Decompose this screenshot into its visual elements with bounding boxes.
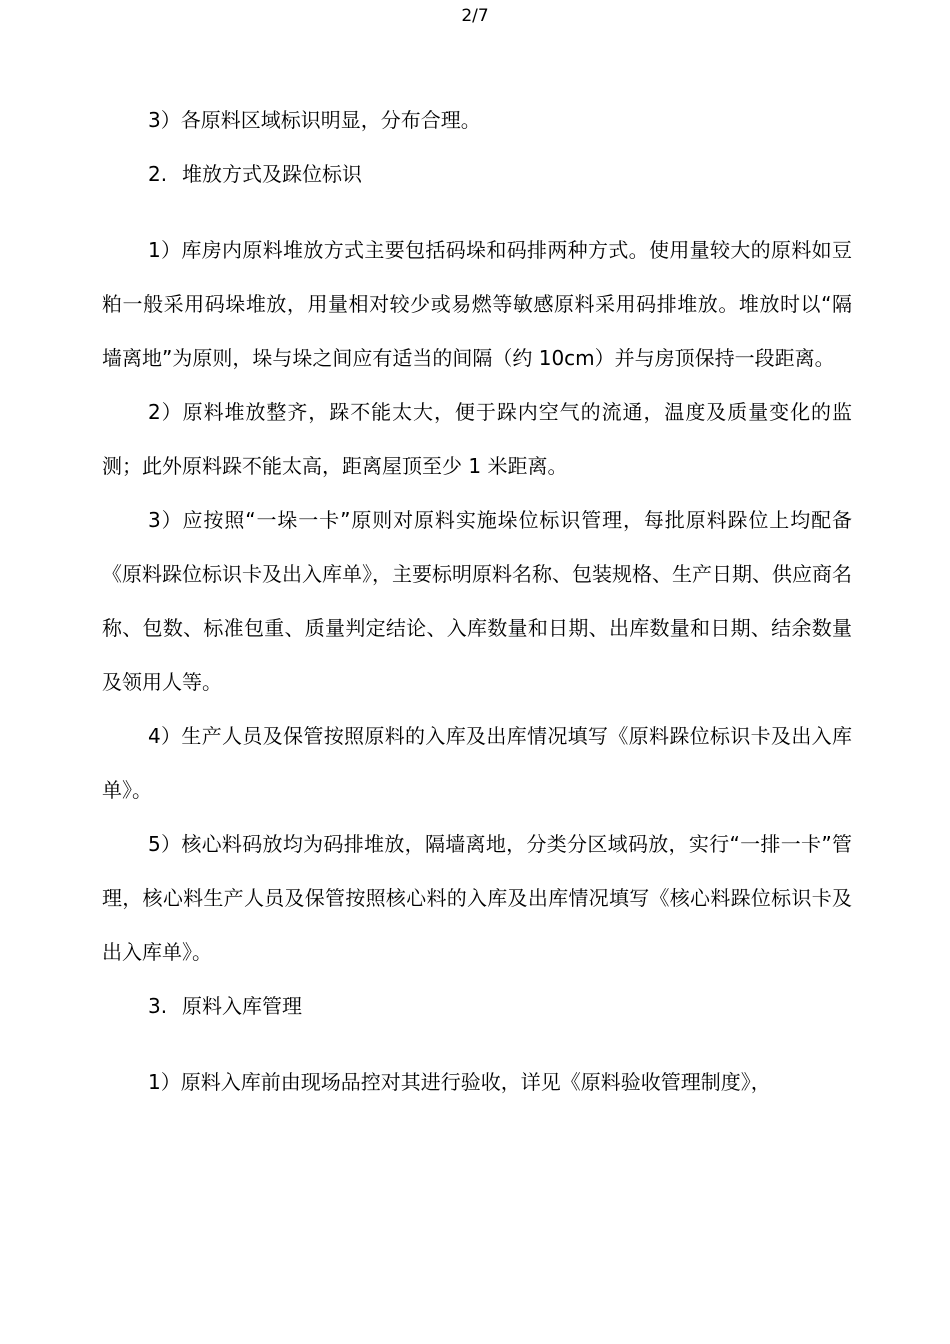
paragraph: 1）原料入库前由现场品控对其进行验收，详见《原料验收管理制度》， (148, 1070, 771, 1094)
paragraph: 5）核心料码放均为码排堆放，隔墙离地，分类分区域码放，实行“一排一卡”管理，核心料生产人员及保管按照核心料的入库及出库情况填写《核心料跺位标识卡及出入库单》。 (102, 832, 852, 964)
paragraph: 3）应按照“一垛一卡”原则对原料实施垛位标识管理，每批原料跺位上均配备《原料跺位标识卡及出入库单》，主要标明原料名称、包装规格、生产日期、供应商名称、包数、标准包重、质量判定结论、入库数量和日期、出库数量和日期、结余数量及领用人等。 (102, 508, 852, 694)
section-heading (102, 979, 852, 1033)
section-heading (102, 147, 852, 201)
page-number: 2/7 (461, 6, 489, 26)
paragraph: 1）库房内原料堆放方式主要包括码垛和码排两种方式。使用量较大的原料如豆粕一般采用码垛堆放，用量相对较少或易燃等敏感原料采用码排堆放。堆放时以“隔墙离地”为原则，垛与垛之间应有适当的间隔（约 10cm）并与房顶保持一段距离。 (102, 238, 852, 370)
paragraph: 3）各原料区域标识明显，分布合理。 (148, 108, 481, 132)
section-number: 3. (148, 994, 168, 1018)
section-number: 2. (148, 162, 168, 186)
section-title: 堆放方式及跺位标识 (182, 162, 362, 186)
section-title: 原料入库管理 (182, 994, 302, 1018)
paragraph: 4）生产人员及保管按照原料的入库及出库情况填写《原料跺位标识卡及出入库单》。 (102, 724, 852, 802)
paragraph: 2）原料堆放整齐，跺不能太大，便于跺内空气的流通，温度及质量变化的监测；此外原料跺不能太高，距离屋顶至少 1 米距离。 (102, 400, 852, 478)
document-body (102, 93, 852, 1109)
